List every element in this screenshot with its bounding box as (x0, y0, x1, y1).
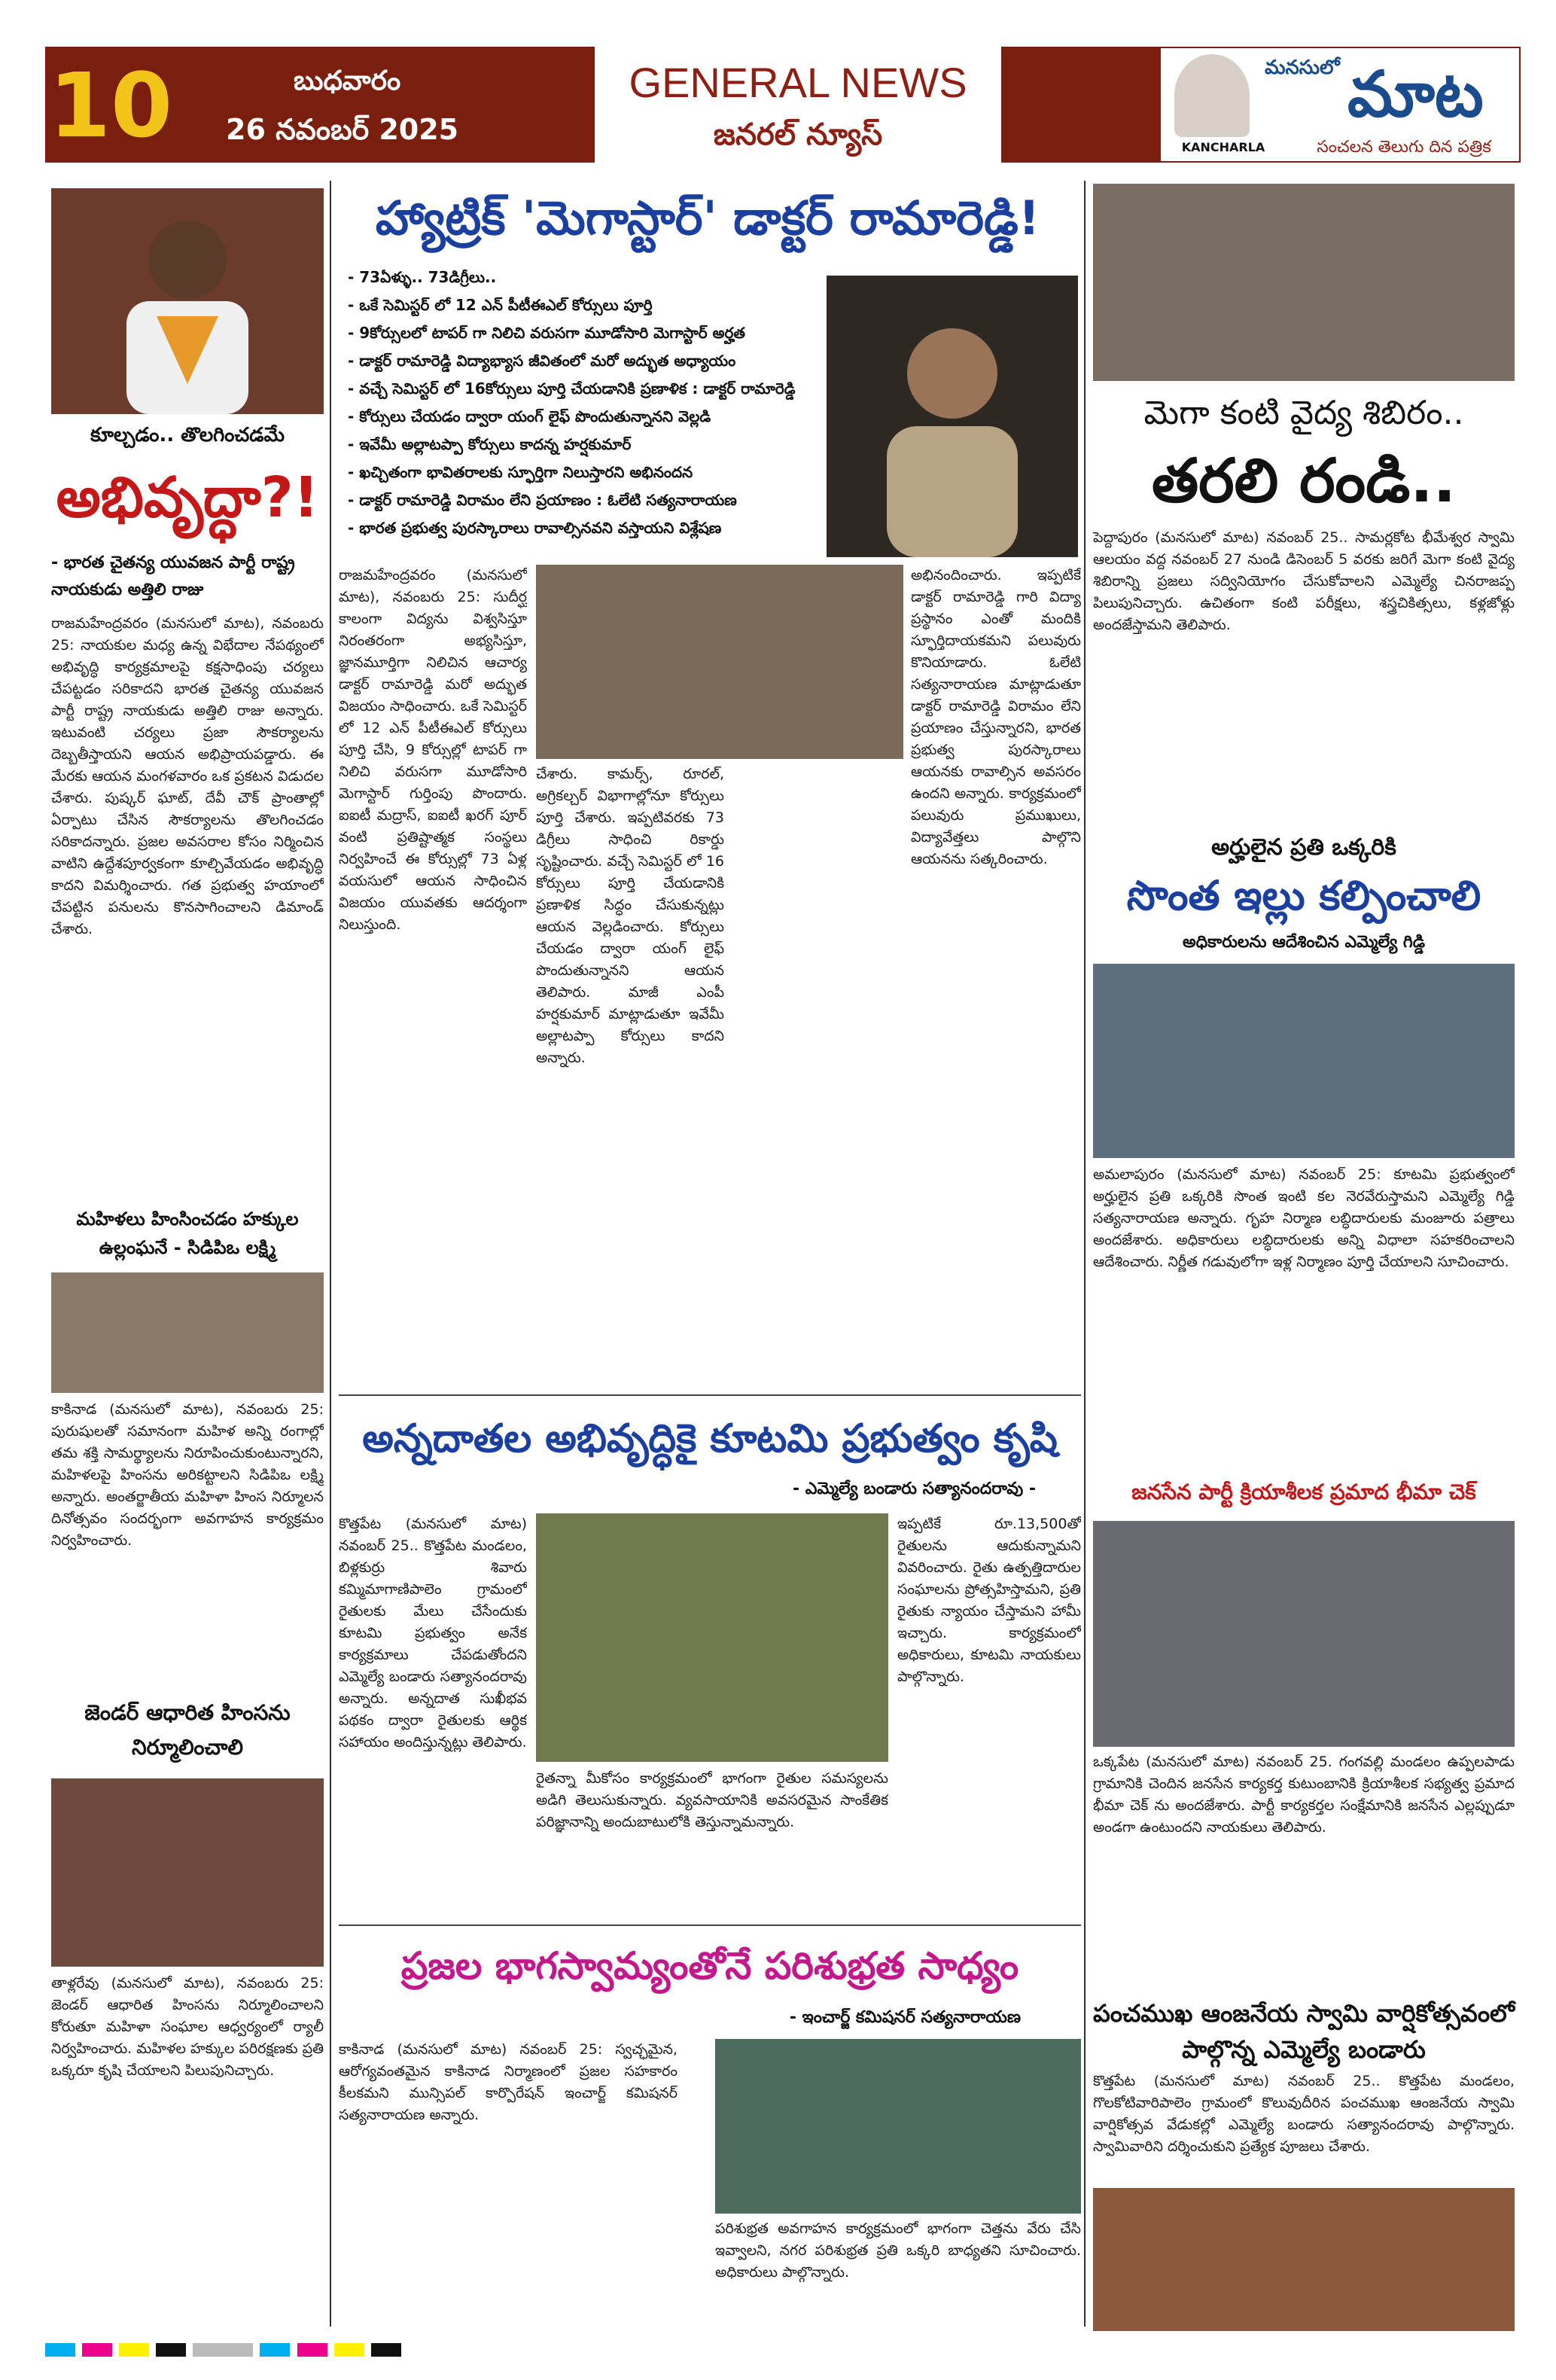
anjaneya-photo (1093, 2188, 1515, 2331)
annadata-photo (536, 1513, 888, 1762)
section-rule (339, 1394, 1081, 1396)
magenta-swatch (297, 2343, 327, 2357)
yellow-swatch (334, 2343, 364, 2357)
annadata-headline: అన్నదాతల అభివృద్ధికై కూటమి ప్రభుత్వం కృషి (362, 1416, 1058, 1461)
column-divider (330, 181, 331, 2327)
bullet-item: - వచ్చే సెమిస్టర్ లో 16కోర్సులు పూర్తి చేయడానికి ప్రణాళిక : డాక్టర్ రామారెడ్డి (348, 379, 796, 398)
bullet-item: - ఇవేమీ అల్లాటప్పా కోర్సులు కాదన్న హర్షకుమార్ (348, 435, 632, 453)
logo-portrait-image (1174, 54, 1250, 137)
story2-body: కాకినాడ (మనసులో మాట), నవంబరు 25: పురుషులతో సమానంగా మహిళ అన్ని రంగాల్లో తమ శక్తి సామర్థ్యాలను నిరూపించుకుంటున్నారని, మహిళలపై హింసను అరికట్టాలని సిడిపిఒ లక్ష్మి అన్నారు. అంతర్జాతీయ మహిళా హింస నిర్మూలన దినోత్సవం సందర్భంగా అవగాహన కార్యక్రమం నిర్వహించారు. (51, 1401, 324, 1549)
eye-camp-headline: తరలి రండి.. (1151, 446, 1457, 516)
main-speaker-photo (827, 276, 1078, 557)
sanitation-body-right: పరిశుభ్రత అవగాహన కార్యక్రమంలో భాగంగా చెత్తను వేరు చేసి ఇవ్వాలని, నగర పరిశుభ్రత ప్రతి ఒక్కరి బాధ్యతని సూచించారు. అధికారులు పాల్గొన్నారు. (715, 2220, 1081, 2281)
main-body-col2: చేశారు. కామర్స్, రూరల్, అగ్రికల్చర్ విభాగాల్లోనూ కోర్సులు పూర్తి చేశారు. ఇప్పటివరకు 73 డిగ్రీలు సాధించి రికార్డు సృష్టించారు. వచ్చే సెమిస్టర్ లో 16 కోర్సులు పూర్తి చేయడానికి ప్రణాళిక సిద్ధం చేసుకున్నట్లు ఆయన వెల్లడించారు. కోర్సులు చేయడం ద్వారా యంగ్ లైఫ్ పొందుతున్నానని ఆయన తెలిపారు. మాజీ ఎంపీ హర్షకుమార్ మాట్లాడుతూ ఇవేమీ అల్లాటప్పా కోర్సులు కాదని అన్నారు. (536, 766, 724, 1066)
page-number: 10 (48, 53, 173, 157)
main-body-col3: అభినందించారు. ఇప్పటికే డాక్టర్ రామారెడ్డి గారి విద్యా ప్రస్థానం ఎంతో మందికి స్ఫూర్తిదాయకమని పలువురు కొనియాడారు. ఓలేటి సత్యనారాయణ మాట్లాడుతూ డాక్టర్ రామారెడ్డి విరామం లేని ప్రయాణం చేస్తున్నారని, భారత ప్రభుత్వ పురస్కారాలు ఆయనకు రావాల్సిన అవసరం ఉందని అన్నారు. కార్యక్రమంలో పలువురు ప్రముఖులు, విద్యావేత్తలు పాల్గొని ఆయనను సత్కరించారు. (911, 567, 1081, 867)
eye-camp-body: పెద్దాపురం (మనసులో మాట) నవంబర్ 25.. సామర్లకోట భీమేశ్వర స్వామి ఆలయం వద్ద నవంబర్ 27 నుండి డిసెంబర్ 5 వరకు జరిగే మెగా కంటి వైద్య శిబిరాన్ని ప్రజలు సద్వినియోగం చేసుకోవాలని ఎమ్మెల్యే చినరాజప్ప పిలుపునిచ్చారు. ఉచితంగా కంటి పరీక్షలు, శస్త్రచికిత్సలు, కళ్లజోళ్లు అందజేస్తామని తెలిపారు. (1093, 529, 1515, 633)
section-title-telugu: జనరల్ న్యూస్ (713, 117, 883, 152)
header-date: 26 నవంబర్ 2025 (226, 113, 459, 146)
anjaneya-headline: పంచముఖ ఆంజనేయ స్వామి వార్షికోత్సవంలో పాల్గొన్న ఎమ్మెల్యే బండారు (1093, 1999, 1515, 2064)
janasena-headline: జనసేన పార్టీ క్రియాశీలక ప్రమాద భీమా చెక్ (1131, 1480, 1476, 1504)
header-day: బుధవారం (294, 66, 401, 96)
bullet-item: - ఖచ్చితంగా భావితరాలకు స్ఫూర్తిగా నిలుస్తారని అభినందన (348, 463, 693, 481)
section-title-english: GENERAL NEWS (629, 59, 967, 106)
logo-small-text: మనసులో (1265, 56, 1340, 79)
politician-photo (51, 188, 324, 414)
logo-title: మాట (1347, 57, 1484, 131)
main-felicitation-photo (536, 565, 903, 759)
cyan-swatch (260, 2343, 290, 2357)
logo-name: KANCHARLA (1181, 140, 1265, 154)
black-swatch (156, 2343, 186, 2357)
column-divider (1084, 181, 1086, 2327)
housing-headline: సొంత ఇల్లు కల్పించాలి (1126, 872, 1481, 919)
main-headline: హ్యాట్రిక్ 'మెగాస్టార్' డాక్టర్ రామారెడ్డి! (375, 190, 1040, 245)
sanitation-headline: ప్రజల భాగస్వామ్యంతోనే పరిశుభ్రత సాధ్యం (400, 1944, 1019, 1988)
main-body-col2b (732, 763, 903, 1388)
bullet-item: - 73ఏళ్ళు.. 73డిగ్రీలు.. (348, 268, 497, 286)
black-swatch (371, 2343, 401, 2357)
gray-swatch (193, 2343, 253, 2357)
bullet-item: - భారత ప్రభుత్వ పురస్కారాలు రావాల్సినవని వస్తాయని విశ్లేషణ (348, 519, 722, 537)
print-registration-marks (45, 2342, 1521, 2366)
left-subhead: - భారత చైతన్య యువజన పార్టీ రాష్ట్ర నాయకుడు అత్తిలి రాజు (51, 553, 295, 599)
left-article-body: రాజమహేంద్రవరం (మనసులో మాట), నవంబరు 25: నాయకుల మధ్య ఉన్న విభేదాల నేపథ్యంలో అభివృద్ధి కార్యక్రమాలపై కక్షసాధింపు చర్యలు చేపట్టడం సరికాదని భారత చైతన్య యువజన పార్టీ రాష్ట్ర నాయకుడు అత్తిలి రాజు అన్నారు. ఇటువంటి చర్యలు ప్రజా సౌకర్యాలను దెబ్బతీస్తాయని ఆయన అభిప్రాయపడ్డారు. ఈ మేరకు ఆయన మంగళవారం ఒక ప్రకటన విడుదల చేశారు. పుష్కర్ ఘాట్, దేవీ చౌక్ ప్రాంతాల్లో ఏర్పాటు చేసిన సౌకర్యాలను తొలగించడం సరికాదన్నారు. ప్రజల అవసరాల కోసం నిర్మించిన వాటిని ఉద్దేశపూర్వకంగా కూల్చివేయడం అభివృద్ధి కాదని విమర్శించారు. గత ప్రభుత్వ హయాంలో చేపట్టిన పనులను కొనసాగించాలని డిమాండ్ చేశారు. (51, 615, 324, 937)
janasena-photo (1093, 1521, 1515, 1747)
eye-camp-photo (1093, 184, 1515, 381)
housing-subtitle: అధికారులను ఆదేశించిన ఎమ్మెల్యే గిడ్డి (1182, 933, 1425, 952)
sanitation-body-left: కాకినాడ (మనసులో మాట) నవంబర్ 25: స్వచ్ఛమైన, ఆరోగ్యవంతమైన కాకినాడ నిర్మాణంలో ప్రజల సహకారం కీలకమని మున్సిపల్ కార్పొరేషన్ ఇంచార్జ్ కమిషనర్ సత్యనారాయణ అన్నారు. (339, 2041, 678, 2123)
housing-body: అమలాపురం (మనసులో మాట) నవంబర్ 25: కూటమి ప్రభుత్వంలో అర్హులైన ప్రతి ఒక్కరికి సొంత ఇంటి కల నెరవేరుస్తామని ఎమ్మెల్యే గిడ్డి సత్యనారాయణ అన్నారు. గృహ నిర్మాణ లబ్ధిదారులకు మంజూరు పత్రాలు అందజేశారు. అధికారులు లబ్ధిదారులకు అన్ని విధాలా సహకరించాలని ఆదేశించారు. నిర్ణీత గడువులోగా ఇళ్ల నిర్మాణం పూర్తి చేయాలని సూచించారు. (1093, 1166, 1515, 1270)
story2-title: మహిళలు హింసించడం హక్కుల ఉల్లంఘనే - సిడిపిఒ లక్ష్మి (76, 1208, 299, 1258)
eye-camp-subtitle: మెగా కంటి వైద్య శిబిరం.. (1143, 394, 1464, 432)
annadata-body-left: కొత్తపేట (మనసులో మాట) నవంబర్ 25.. కొత్తపేట మండలం, బిళ్లకుర్రు శివారు కమ్మిమాగాణిపాలెం గ్రామంలో రైతులకు మేలు చేసేందుకు కూటమి ప్రభుత్వం అనేక కార్యక్రమాలు చేపడుతోందని ఎమ్మెల్యే బండారు సత్యానందరావు అన్నారు. అన్నదాత సుఖీభవ పథకం ద్వారా రైతులకు ఆర్థిక సహాయం అందిస్తున్నట్లు తెలిపారు. (339, 1516, 527, 1751)
bullet-item: - 9కోర్సులలో టాపర్ గా నిలిచి వరుసగా మూడోసారి మెగాస్టార్ అర్హత (348, 324, 745, 342)
housing-kicker: అర్హులైన ప్రతి ఒక్కరికి (1211, 834, 1396, 861)
magenta-swatch (82, 2343, 112, 2357)
anjaneya-body: కొత్తపేట (మనసులో మాట) నవంబర్ 25.. కొత్తపేట మండలం, గొలకోటివారిపాలెం గ్రామంలో కొలువుదీరిన పంచముఖ ఆంజనేయ స్వామి వార్షికోత్సవ వేడుకల్లో ఎమ్మెల్యే బండారు సత్యానందరావు పాల్గొన్నారు. స్వామివారిని దర్శించుకుని ప్రత్యేక పూజలు చేశారు. (1093, 2073, 1515, 2155)
bullet-item: - డాక్టర్ రామారెడ్డి విరామం లేని ప్రయాణం : ఓలేటి సత్యనారాయణ (348, 491, 737, 509)
bullet-item: - కోర్సులు చేయడం ద్వారా యంగ్ లైఫ్ పొందుతున్నానని వెల్లడి (348, 407, 711, 425)
left-headline: అభివృద్ధా?! (56, 465, 319, 530)
left-caption: కూల్చడం.. తొలగించడమే (90, 424, 285, 446)
janasena-body: ఒక్కపేట (మనసులో మాట) నవంబర్ 25. గంగవల్లి మండలం ఉప్పలపాడు గ్రామానికి చెందిన జనసేన కార్యకర్త కుటుంబానికి క్రియాశీలక సభ్యత్వ ప్రమాద భీమా చెక్ ను అందజేశారు. పార్టీ కార్యకర్తల సంక్షేమానికి జనసేన ఎల్లప్పుడూ అండగా ఉంటుందని నాయకులు తెలిపారు. (1093, 1754, 1515, 1836)
housing-photo (1093, 964, 1515, 1158)
portrait-illustration (51, 188, 324, 414)
cyan-swatch (45, 2343, 75, 2357)
sanitation-byline: - ఇంచార్జ్ కమిషనర్ సత్యనారాయణ (789, 2008, 1021, 2027)
story2-photo (51, 1272, 324, 1393)
bullet-item: - డాక్టర్ రామారెడ్డి విద్యాభ్యాస జీవితంలో మరో అద్భుత అధ్యాయం (348, 352, 736, 370)
main-body-col1: రాజమహేంద్రవరం (మనసులో మాట), నవంబరు 25: సుదీర్ఘ కాలంగా విద్యను విశ్వసిస్తూ నిరంతరంగా అభ్యసిస్తూ, జ్ఞానమూర్తిగా నిలిచిన ఆచార్య డాక్టర్ రామారెడ్డి మరో అద్భుత విజయం సాధించారు. ఒకే సెమిస్టర్ లో 12 ఎన్ పీటీఈఎల్ కోర్సులు పూర్తి చేసి, 9 కోర్సుల్లో టాపర్ గా నిలిచి వరుసగా మూడోసారి మెగాస్టార్ గుర్తింపు పొందారు. ఐఐటీ మద్రాస్, ఐఐటీ ఖరగ్ పూర్ వంటి ప్రతిష్టాత్మక సంస్థలు నిర్వహించే ఈ కోర్సుల్లో 73 ఏళ్ల వయసులో ఆయన సాధించిన విజయం యువతకు ఆదర్శంగా నిలుస్తుంది. (339, 567, 527, 933)
story3-title: జెండర్ ఆధారిత హింసను నిర్మూలించాలి (84, 1700, 291, 1760)
section-rule (339, 1924, 1081, 1926)
logo-tagline: సంచలన తెలుగు దిన పత్రిక (1317, 138, 1491, 157)
yellow-swatch (119, 2343, 149, 2357)
story3-photo (51, 1778, 324, 1967)
story3-body: తాళ్లరేవు (మనసులో మాట), నవంబరు 25: జెండర్ ఆధారిత హింసను నిర్మూలించాలని కోరుతూ మహిళా సంఘాల ఆధ్వర్యంలో ర్యాలీ నిర్వహించారు. మహిళల హక్కుల పరిరక్షణకు ప్రతి ఒక్కరూ కృషి చేయాలని పిలుపునిచ్చారు. (51, 1975, 324, 2079)
main-bullet-list (348, 264, 822, 550)
speaker-illustration (827, 276, 1078, 557)
bullet-item: - ఒకే సెమిస్టర్ లో 12 ఎన్ పీటీఈఎల్ కోర్సులు పూర్తి (348, 296, 653, 314)
annadata-body-mid: రైతన్నా మీకోసం కార్యక్రమంలో భాగంగా రైతుల సమస్యలను అడిగి తెలుసుకున్నారు. వ్యవసాయానికి అవసరమైన సాంకేతిక పరిజ్ఞానాన్ని అందుబాటులోకి తెస్తున్నామన్నారు. (536, 1770, 888, 1830)
annadata-byline: - ఎమ్మెల్యే బండారు సత్యానందరావు - (793, 1480, 1036, 1498)
sanitation-photo (715, 2039, 1081, 2214)
annadata-body-right: ఇప్పటికే రూ.13,500తో రైతులను ఆదుకున్నామని వివరించారు. రైతు ఉత్పత్తిదారుల సంఘాలను ప్రోత్సహిస్తామని, ప్రతి రైతుకు న్యాయం చేస్తామని హామీ ఇచ్చారు. కార్యక్రమంలో అధికారులు, కూటమి నాయకులు పాల్గొన్నారు. (897, 1516, 1081, 1685)
